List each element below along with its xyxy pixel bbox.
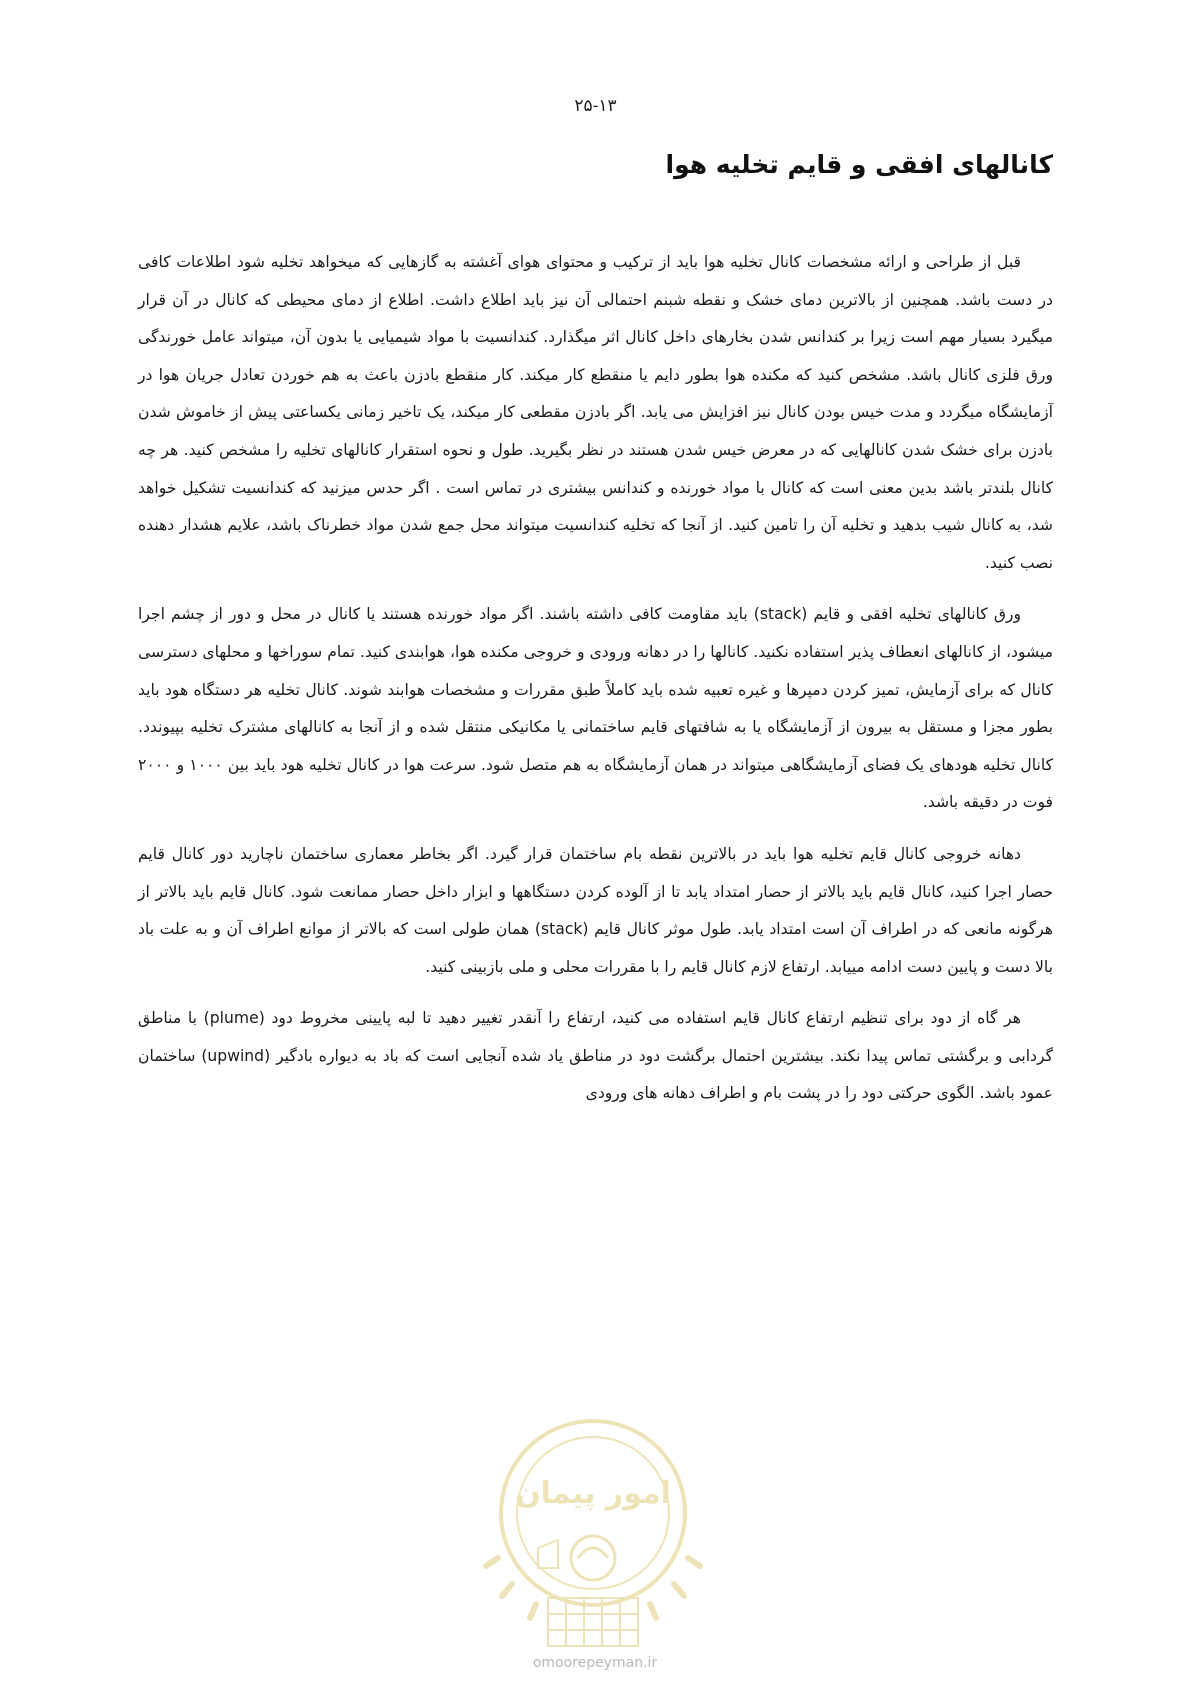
section-title: کانالهای افقی و قایم تخلیه هوا [665, 150, 1053, 179]
paragraph-1: قبل از طراحی و ارائه مشخصات کانال تخلیه هوا باید از ترکیب و محتوای هوای آغشته به گازهایی که میخواهد تخلیه شود اطلاعات کافی در دست باشد. همچنین از بالاترین دمای خشک و نقطه شبنم احتمالی آن نیز باید اطلاع داشت. اطلاع از دمای محیطی که کانال در آن قرار میگیرد بسیار مهم است زیرا بر کندانس شدن بخارهای داخل کانال اثر میگذارد. کندانسیت با مواد شیمیایی یا بدون آن، میتواند عامل خورندگی ورق فلزی کانال باشد. مشخص کنید که مکنده هوا بطور دایم یا منقطع کار میکند. کار منقطع بادزن باعث به هم خوردن تعادل جریان هوا در آزمایشگاه میگردد و مدت خیس بودن کانال نیز افزایش می یابد. اگر بادزن مقطعی کار میکند، یک تاخیر زمانی یکساعتی پیش از خاموش شدن بادزن برای خشک شدن کانالهایی که در معرض خیس شدن هستند در نظر بگیرید. طول و نحوه استقرار کانالهای تخلیه را مشخص کنید. هر چه کانال بلندتر باشد بدین معنی است که کانال با مواد خورنده و کندانس بیشتری در تماس است . اگر حدس میزنید که کندانسیت تشکیل خواهد شد، به کانال شیب بدهید و تخلیه آن را تامین کنید. از آنجا که تخلیه کندانسیت میتواند محل جمع شدن مواد خطرناک باشد، علایم هشدار دهنده نصب کنید. [138, 253, 1053, 572]
body-text [138, 244, 1053, 1113]
watermark-logo-text: امور پیمان [515, 1476, 671, 1511]
paragraph-2: ورق کانالهای تخلیه افقی و قایم (stack) باید مقاومت کافی داشته باشند. اگر مواد خورنده هستند یا کانال در محل و دور از چشم اجرا میشود، از کانالهای انعطاف پذیر استفاده نکنید. کانالها را در دهانه ورودی و خروجی مکنده هوا، هوابندی کنید. تمام سوراخها و محلهای دسترسی کانال که برای آزمایش، تمیز کردن دمپرها و غیره تعبیه شده باید کاملاً طبق مقررات و مشخصات هوابند شوند. کانال تخلیه هر دستگاه هود باید بطور مجزا و مستقل به بیرون از آزمایشگاه یا به شافتهای قایم ساختمانی یا مکانیکی منتقل شده و از آنجا به کانالهای مشترک تخلیه بپیوندد. کانال تخلیه هودهای یک فضای آزمایشگاهی میتواند در همان آزمایشگاه به هم متصل شود. سرعت هوا در کانال تخلیه هود باید بین ۱۰۰۰ و ۲۰۰۰ فوت در دقیقه باشد. [138, 605, 1053, 812]
page-number: ۲۵-۱۳ [574, 96, 617, 116]
paragraph-4: هر گاه از دود برای تنظیم ارتفاع کانال قایم استفاده می کنید، ارتفاع را آنقدر تغییر دهید تا لبه پایینی مخروط دود (plume) با مناطق گردابی و برگشتی تماس پیدا نکند. بیشترین احتمال برگشت دود در مناطق یاد شده آنجایی است که باد به دیواره بادگیر (upwind) ساختمان عمود باشد. الگوی حرکتی دود را در پشت بام و اطراف دهانه های ورودی [138, 1009, 1054, 1103]
paragraph-3: دهانه خروجی کانال قایم تخلیه هوا باید در بالاترین نقطه بام ساختمان قرار گیرد. اگر بخاطر معماری ساختمان ناچارید دور کانال قایم حصار اجرا کنید، کانال قایم باید بالاتر از حصار امتداد یابد تا از آلوده کردن دستگاهها و ابزار داخل حصار ممانعت شود. کانال قایم باید بالاتر از هرگونه مانعی که در اطراف آن است امتداد یابد. طول موثر کانال قایم (stack) همان طولی است که بالاتر از موانع اطراف آن و به علت باد بالا دست و پایین دست ادامه مییابد. ارتفاع لازم کانال قایم را با مقررات محلی و ملی بازبینی کنید. [138, 844, 1053, 976]
watermark-url: omoorepeyman.ir [532, 1655, 658, 1671]
watermark-logo-icon [478, 1408, 708, 1653]
